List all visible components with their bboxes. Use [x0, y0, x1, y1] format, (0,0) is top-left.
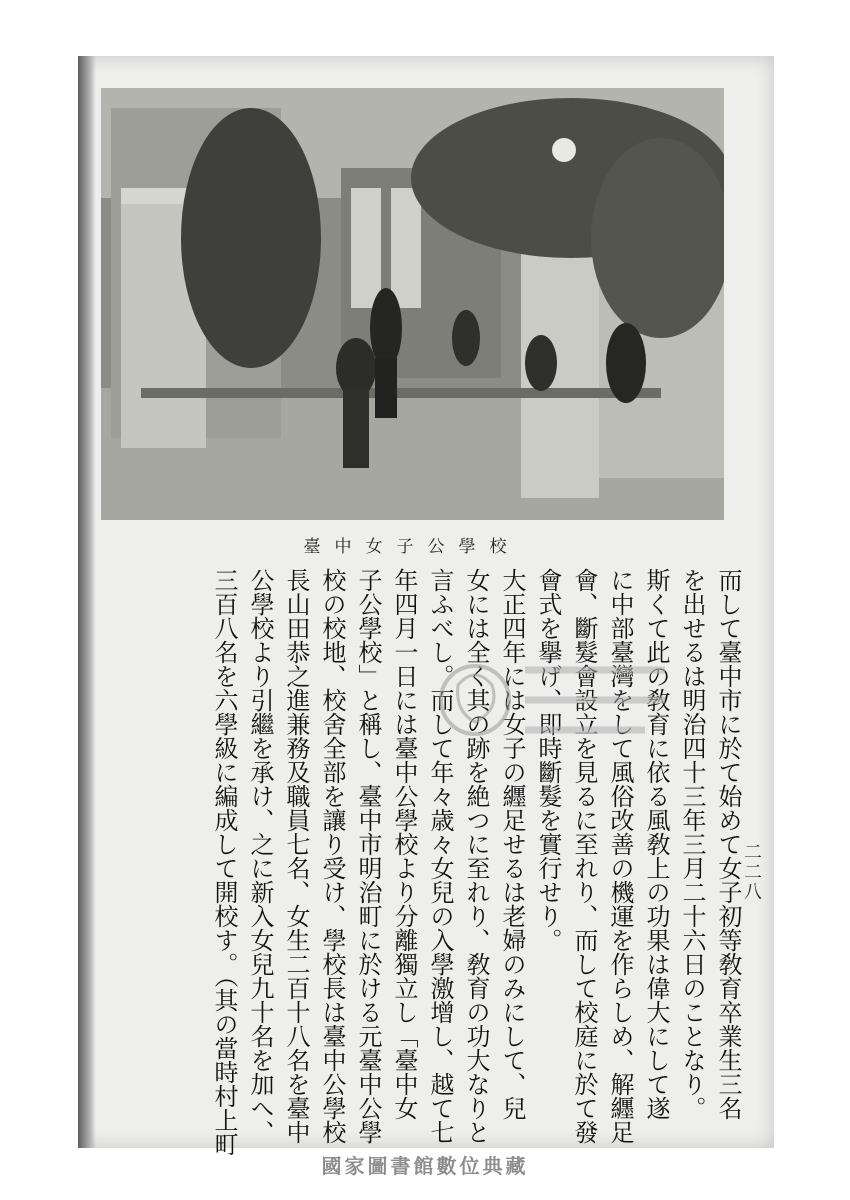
- text-column: を出せるは明治四十三年三月二十六日のことなり。: [678, 568, 706, 1120]
- text-column: 校の校地、校舍全部を讓り受け、學校長は臺中公學校: [318, 568, 346, 1144]
- text-column: 而して臺中市に於て始めて女子初等敎育卒業生三名: [714, 568, 742, 1120]
- library-stamp: 國家圖書館數位典藏: [321, 1154, 529, 1178]
- text-column: に中部臺灣をして風俗改善の機運を作らしめ、解纒足: [606, 568, 634, 1144]
- text-column: 女には全く其の跡を絶つに至れり、敎育の功大なりと: [462, 568, 490, 1144]
- text-column: 言ふべし。而して年々歳々女兒の入學激增し、越て七: [426, 568, 454, 1144]
- text-column: 三百八名を六學級に編成して開校す。（其の當時村上町: [210, 568, 238, 1156]
- text-column: 公學校より引繼を承け、之に新入女兒九十名を加へ、: [246, 568, 274, 1144]
- page-number: 二二八: [741, 842, 762, 902]
- text-column: 年四月一日には臺中公學校より分離獨立し「臺中女: [390, 568, 418, 1120]
- text-column: 會、斷髮會設立を見るに至れり、而して校庭に於て發: [570, 568, 598, 1144]
- text-column: 會式を擧げ、即時斷髮を實行せり。: [534, 568, 562, 952]
- photo-caption: 臺中女子公學校: [303, 537, 521, 557]
- text-column: 長山田恭之進兼務及職員七名、女生二百十八名を臺中: [282, 568, 310, 1144]
- school-photo: [101, 88, 724, 520]
- text-column: 大正四年には女子の纒足せるは老婦のみにして、兒: [498, 568, 526, 1120]
- text-column: 斯くて此の敎育に依る風敎上の功果は偉大にして遂: [642, 568, 670, 1120]
- taiwan-memory-watermark: [430, 640, 690, 760]
- text-column: 子公學校」と稱し、臺中市明治町に於ける元臺中公學: [354, 568, 382, 1144]
